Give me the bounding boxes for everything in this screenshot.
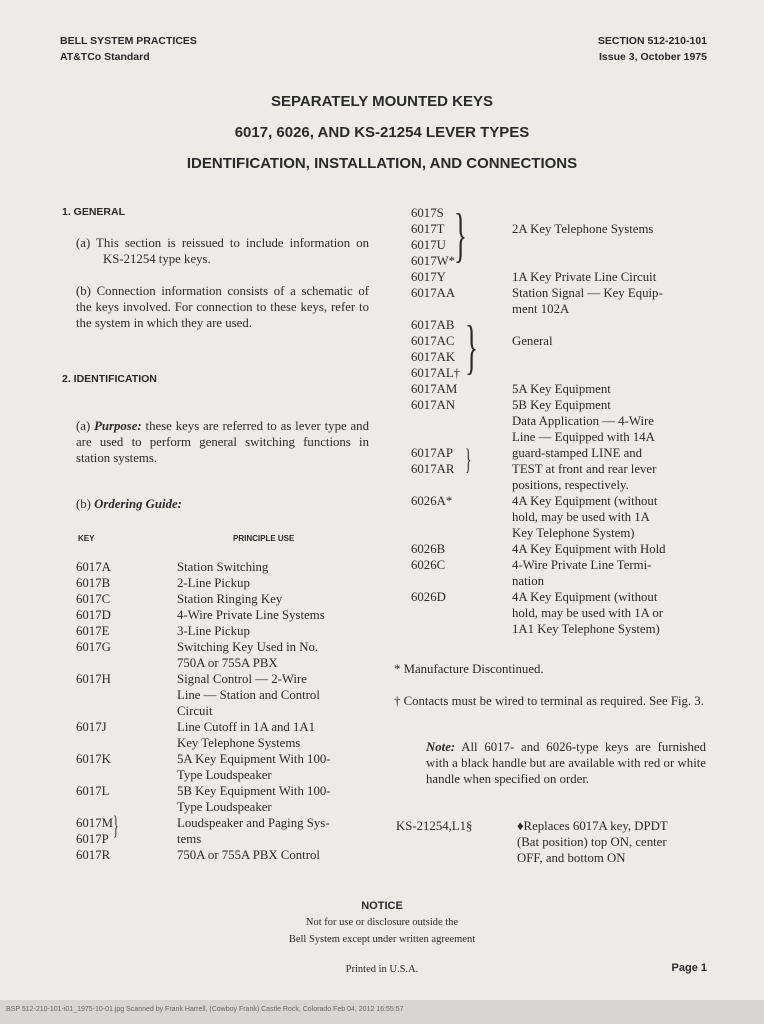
note-body: All 6017- and 6026-type keys are furnished with a black handle but are available with red or white handle when specified on order.	[426, 740, 706, 786]
right_table-key: 6017T	[411, 222, 445, 236]
right_table-use: hold, may be used with 1A	[512, 510, 650, 524]
ordering-label: (b)	[76, 497, 91, 511]
right_table-use: Data Application — 4-Wire	[512, 414, 654, 428]
left_table-use: 750A or 755A PBX Control	[177, 848, 320, 862]
brace-6017S-6017W: }	[454, 202, 467, 268]
right_table-key: 6017AB	[411, 318, 455, 332]
right_table-use: 1A1 Key Telephone System)	[512, 622, 660, 636]
ks-use-line-2: (Bat position) top ON, center	[517, 835, 667, 849]
right_table-use: ment 102A	[512, 302, 570, 316]
right_table-use: 4A Key Equipment (without	[512, 590, 658, 604]
right_table-key: 6017AK	[411, 350, 456, 364]
note-handles	[426, 739, 706, 787]
right_table-key: 6026D	[411, 590, 446, 604]
left_table-use: 5A Key Equipment With 100-	[177, 752, 331, 766]
section-general-heading: 1. GENERAL	[62, 206, 126, 218]
issue-date: Issue 3, October 1975	[599, 51, 707, 63]
ks-21254-entry	[396, 818, 706, 868]
left_table-key: 6017A	[76, 560, 111, 574]
brace-6017AP-6017AR: }	[465, 443, 472, 476]
general-para-a	[76, 235, 369, 267]
general-para-b	[76, 283, 369, 331]
right_table-key: 6017W*	[411, 254, 456, 268]
left_table-key: 6017M	[76, 816, 113, 830]
title-line-1: SEPARATELY MOUNTED KEYS	[271, 93, 493, 110]
left_table-key: 6017K	[76, 752, 111, 766]
right_table-use: 5B Key Equipment	[512, 398, 611, 412]
right_table-use: 5A Key Equipment	[512, 382, 611, 396]
right-ordering-table	[411, 202, 706, 640]
right_table-key: 6017Y	[411, 270, 446, 284]
header-right	[598, 33, 707, 65]
right_table-key: 6017AR	[411, 462, 455, 476]
contacts-text: † Contacts must be wired to terminal as required. See Fig. 3.	[394, 694, 704, 708]
right_table-use: 4A Key Equipment (without	[512, 494, 658, 508]
left_table-use: Type Loudspeaker	[177, 800, 272, 814]
left_table-use: Station Ringing Key	[177, 592, 283, 606]
left_table-key: 6017J	[76, 720, 107, 734]
right_table-key: 6017AP	[411, 446, 453, 460]
left_table-key: 6017E	[76, 624, 110, 638]
discontinued-text: * Manufacture Discontinued.	[394, 662, 544, 676]
section-number: SECTION 512-210-101	[597, 35, 707, 47]
left_table-key: 6017P	[76, 832, 109, 846]
left_table-use: 5B Key Equipment With 100-	[177, 784, 331, 798]
left_table-key: 6017R	[76, 848, 111, 862]
notice-heading: NOTICE	[361, 900, 403, 912]
left_table-use: Key Telephone Systems	[177, 736, 301, 750]
right_table-key: 6017AA	[411, 286, 456, 300]
left_table-use: 3-Line Pickup	[177, 624, 250, 638]
standard-label: AT&TCo Standard	[60, 51, 150, 63]
general-para-b-text: (b) Connection information consists of a schematic of the keys involved. For connection to these keys, refer to the system in which they are used.	[76, 284, 369, 330]
right_table-use: positions, respectively.	[512, 478, 629, 492]
title-line-2: 6017, 6026, AND KS-21254 LEVER TYPES	[234, 124, 530, 141]
right_table-use: 4-Wire Private Line Termi-	[512, 558, 652, 572]
left_table-use: Circuit	[177, 704, 213, 718]
ks-key: KS-21254,L1§	[396, 819, 473, 833]
left_table-use: Station Switching	[177, 560, 269, 574]
left_table-key: 6017D	[76, 608, 111, 622]
right_table-key: 6026A*	[411, 494, 453, 508]
left_table-key: 6017B	[76, 576, 111, 590]
right_table-use: Key Telephone System)	[512, 526, 635, 540]
notice-line-1: Not for use or disclosure outside the	[305, 917, 459, 928]
right_table-use: 1A Key Private Line Circuit	[512, 270, 657, 284]
title-line-3: IDENTIFICATION, INSTALLATION, AND CONNECTIONS	[186, 155, 578, 172]
right_table-use: Line — Equipped with 14A	[512, 430, 655, 444]
ordering-title: Ordering Guide:	[94, 497, 182, 511]
left_table-use: Line — Station and Control	[177, 688, 320, 702]
right_table-use: 4A Key Equipment with Hold	[512, 542, 666, 556]
left_table-use: Switching Key Used in No.	[177, 640, 319, 654]
left_table-use: Type Loudspeaker	[177, 768, 272, 782]
purpose-text	[76, 418, 369, 466]
right_table-key: 6017U	[411, 238, 446, 252]
publication-name: BELL SYSTEM PRACTICES	[60, 35, 197, 47]
purpose-para	[76, 418, 369, 466]
right_table-use: guard-stamped LINE and	[512, 446, 643, 460]
purpose-body: these keys are referred to as lever type and are used to perform general switching functions in station systems.	[76, 419, 369, 465]
right_table-use: Station Signal — Key Equip-	[512, 286, 663, 300]
left-ordering-table	[76, 559, 376, 869]
right_table-key: 6017AN	[411, 398, 456, 412]
printed-in: Printed in U.S.A.	[345, 964, 419, 975]
brace-6017M-6017P: }	[113, 811, 119, 840]
general-para-a-text: (a) This section is reissued to include information on KS-21254 type keys.	[76, 236, 369, 266]
note-handles-text	[426, 739, 706, 787]
right_table-use: TEST at front and rear lever	[512, 462, 657, 476]
left_table-key: 6017L	[76, 784, 110, 798]
section-identification-heading: 2. IDENTIFICATION	[62, 373, 157, 385]
table-header-key: KEY	[78, 534, 95, 543]
right_table-use: 2A Key Telephone Systems	[512, 222, 654, 236]
page-number: Page 1	[671, 962, 707, 974]
left_table-key: 6017C	[76, 592, 111, 606]
left_table-key: 6017H	[76, 672, 111, 686]
right_table-use: hold, may be used with 1A or	[512, 606, 664, 620]
left_table-key: 6017G	[76, 640, 111, 654]
notice-line-2: Bell System except under written agreement	[288, 934, 476, 945]
table-header-use: PRINCIPLE USE	[233, 534, 295, 543]
left_table-use: tems	[177, 832, 202, 846]
purpose-title: Purpose:	[94, 419, 142, 433]
scan-info-text: BSP 512-210-101-i01_1975-10-01.jpg Scanned by Frank Harrell, (Cowboy Frank) Castle Rock, Colorado Feb 04, 2012 16:55:57	[6, 1006, 404, 1013]
right_table-key: 6017AM	[411, 382, 458, 396]
note-label: Note:	[426, 740, 456, 754]
left_table-use: Signal Control — 2-Wire	[177, 672, 307, 686]
ks-use-line-1: ♦Replaces 6017A key, DPDT	[517, 819, 668, 833]
left_table-use: Loudspeaker and Paging Sys-	[177, 816, 330, 830]
right_table-key: 6026B	[411, 542, 446, 556]
right_table-key: 6017AC	[411, 334, 455, 348]
ordering-guide	[76, 496, 369, 512]
right_table-use: nation	[512, 574, 544, 588]
ks-use-line-3: OFF, and bottom ON	[517, 851, 626, 865]
right_table-key: 6017AL†	[411, 366, 461, 380]
left_table-use: 2-Line Pickup	[177, 576, 250, 590]
note-discontinued	[394, 661, 706, 677]
note-contacts	[394, 693, 706, 709]
left_table-use: Line Cutoff in 1A and 1A1	[177, 720, 316, 734]
header-left	[60, 33, 197, 65]
purpose-label: (a)	[76, 419, 91, 433]
left_table-use: 750A or 755A PBX	[177, 656, 278, 670]
right_table-use: General	[512, 334, 553, 348]
right_table-key: 6017S	[411, 206, 444, 220]
left_table-use: 4-Wire Private Line Systems	[177, 608, 325, 622]
scan-info-bar	[0, 1000, 764, 1024]
right_table-key: 6026C	[411, 558, 446, 572]
brace-6017AB-6017AL: }	[465, 314, 478, 380]
